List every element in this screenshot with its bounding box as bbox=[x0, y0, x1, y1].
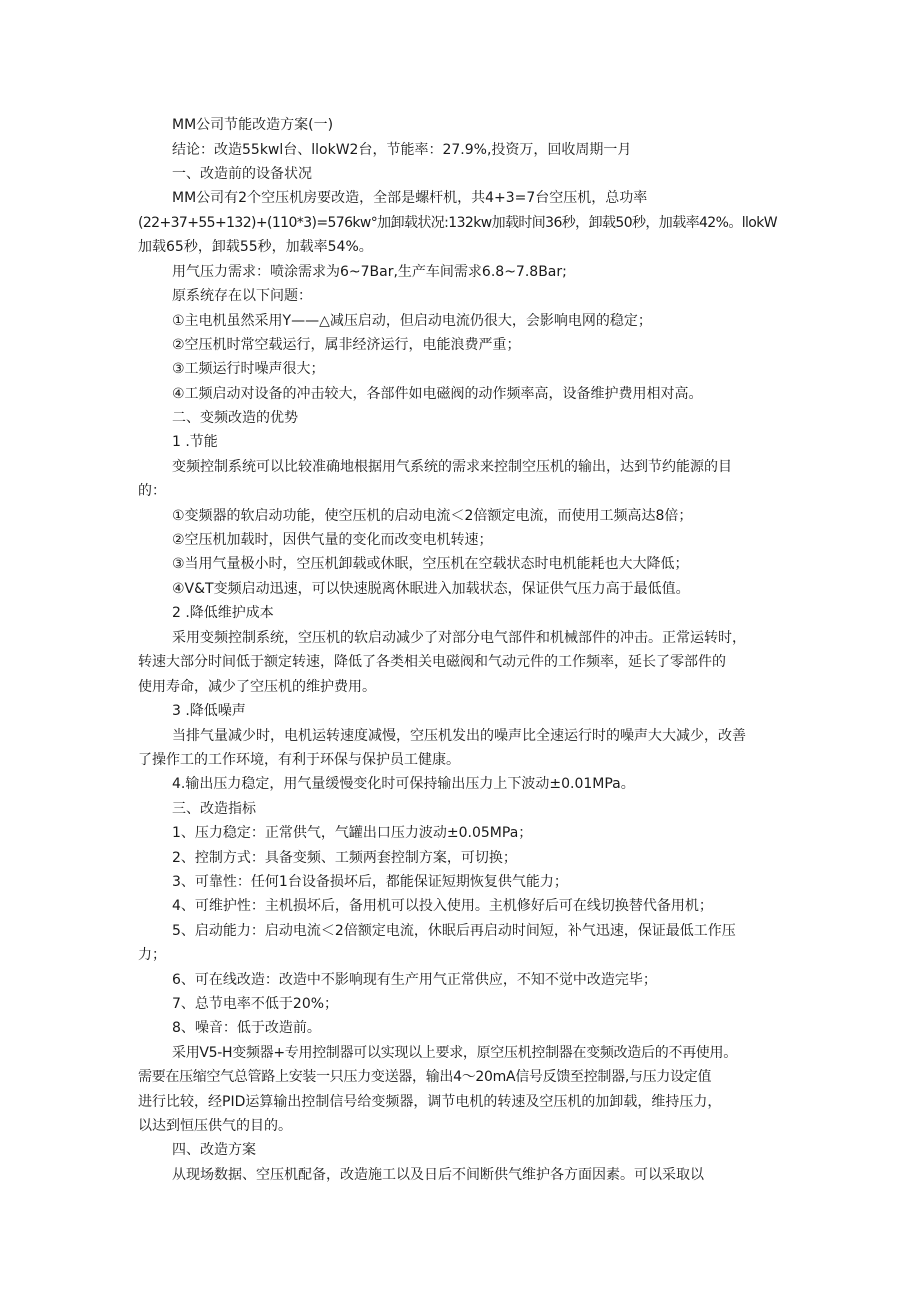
section3-para-line-3: 进行比较，经PID运算输出控制信号给变频器，调节电机的转速及空压机的加卸载，维持压力， bbox=[138, 1094, 722, 1110]
section1-para-line-3: 加载65秒，卸载55秒，加载率54%。 bbox=[138, 239, 373, 255]
sub1-item-1: ①变频器的软启动功能，使空压机的启动电流＜2倍额定电流，而使用工频高达8倍； bbox=[172, 508, 693, 524]
problem-item-2: ②空压机时常空载运行，属非经济运行，电能浪费严重； bbox=[172, 337, 521, 353]
section1-para-line-1: MM公司有2个空压机房要改造，全部是螺杆机，共4+3=7台空压机，总功率 bbox=[172, 190, 648, 206]
section3-para-line-1: 采用V5-H变频器+专用控制器可以实现以上要求，原空压机控制器在变频改造后的不再使用。 bbox=[172, 1045, 737, 1061]
conclusion-line: 结论：改造55kwl台、llokW2台，节能率：27.9%,投资万，回收周期一月 bbox=[172, 142, 632, 158]
sub4-line: 4.输出压力稳定，用气量缓慢变化时可保持输出压力上下波动±0.01MPa。 bbox=[172, 776, 635, 792]
section3-para-line-2: 需要在压缩空气总管路上安装一只压力变送器，输出4～20mA信号反馈至控制器,与压力设定值 bbox=[138, 1069, 712, 1085]
problem-item-1: ①主电机虽然采用Y——△减压启动，但启动电流仍很大，会影响电网的稳定； bbox=[172, 313, 652, 329]
target-item-3: 3、可靠性：任何1台设备损坏后，都能保证短期恢复供气能力； bbox=[172, 874, 568, 890]
sub1-para-line-2: 的： bbox=[138, 483, 166, 499]
section4-para: 从现场数据、空压机配备，改造施工以及日后不间断供气维护各方面因素。可以采取以 bbox=[172, 1167, 704, 1183]
sub1-heading: 1 .节能 bbox=[172, 434, 218, 450]
sub1-item-3: ③当用气量极小时，空压机卸载或休眠，空压机在空载状态时电机能耗也大大降低； bbox=[172, 556, 689, 572]
target-item-1: 1、压力稳定：正常供气，气罐出口压力波动±0.05MPa； bbox=[172, 825, 533, 841]
document-title: MM公司节能改造方案(一) bbox=[172, 117, 334, 133]
section4-heading: 四、改造方案 bbox=[172, 1142, 256, 1158]
sub2-para-line-2: 转速大部分时间低于额定转速，降低了各类相关电磁阀和气动元件的工作频率，延长了零部件的 bbox=[138, 654, 726, 670]
target-item-6: 6、可在线改造：改造中不影响现有生产用气正常供应，不知不觉中改造完毕； bbox=[172, 972, 657, 988]
target-item-4: 4、可维护性：主机损坏后，备用机可以投入使用。主机修好后可在线切换替代备用机； bbox=[172, 898, 713, 914]
section1-para-line-2: (22+37+55+132)+(110*3)=576kw°加卸载状况:132kw加载时间36秒，卸载50秒，加载率42%。llokW bbox=[138, 215, 778, 231]
sub3-para-line-2: 了操作工的工作环境，有利于环保与保护员工健康。 bbox=[138, 752, 460, 768]
target-item-2: 2、控制方式：具备变频、工频两套控制方案，可切换； bbox=[172, 850, 517, 866]
target-item-8: 8、噪音：低于改造前。 bbox=[172, 1020, 321, 1036]
problem-item-4: ④工频启动对设备的冲击较大，各部件如电磁阀的动作频率高，设备维护费用相对高。 bbox=[172, 386, 703, 402]
sub1-para-line-1: 变频控制系统可以比较准确地根据用气系统的需求来控制空压机的输出，达到节约能源的目 bbox=[172, 459, 732, 475]
target-item-7: 7、总节电率不低于20%； bbox=[172, 996, 339, 1012]
section1-heading: 一、改造前的设备状况 bbox=[172, 166, 312, 182]
sub3-heading: 3 .降低噪声 bbox=[172, 703, 246, 719]
sub2-para-line-1: 采用变频控制系统，空压机的软启动减少了对部分电气部件和机械部件的冲击。正常运转时， bbox=[172, 630, 746, 646]
target-item-5-cont: 力； bbox=[138, 947, 166, 963]
sub1-item-4: ④V&T变频启动迅速，可以快速脱离休眠进入加载状态，保证供气压力高于最低值。 bbox=[172, 581, 690, 597]
target-item-5: 5、启动能力：启动电流＜2倍额定电流，休眠后再启动时间短，补气迅速，保证最低工作压 bbox=[172, 923, 736, 939]
problems-intro: 原系统存在以下问题： bbox=[172, 288, 312, 304]
sub2-para-line-3: 使用寿命，减少了空压机的维护费用。 bbox=[138, 679, 376, 695]
pressure-requirement: 用气压力需求：喷涂需求为6~7Bar,生产车间需求6.8~7.8Bar; bbox=[172, 264, 567, 280]
problem-item-3: ③工频运行时噪声很大； bbox=[172, 361, 325, 377]
sub3-para-line-1: 当排气量减少时，电机运转速度减慢，空压机发出的噪声比全速运行时的噪声大大减少，改善 bbox=[172, 728, 746, 744]
sub1-item-2: ②空压机加载时，因供气量的变化而改变电机转速； bbox=[172, 532, 493, 548]
section3-para-line-4: 以达到恒压供气的目的。 bbox=[138, 1118, 292, 1134]
sub2-heading: 2 .降低维护成本 bbox=[172, 605, 274, 621]
section3-heading: 三、改造指标 bbox=[172, 801, 256, 817]
section2-heading: 二、变频改造的优势 bbox=[172, 410, 298, 426]
